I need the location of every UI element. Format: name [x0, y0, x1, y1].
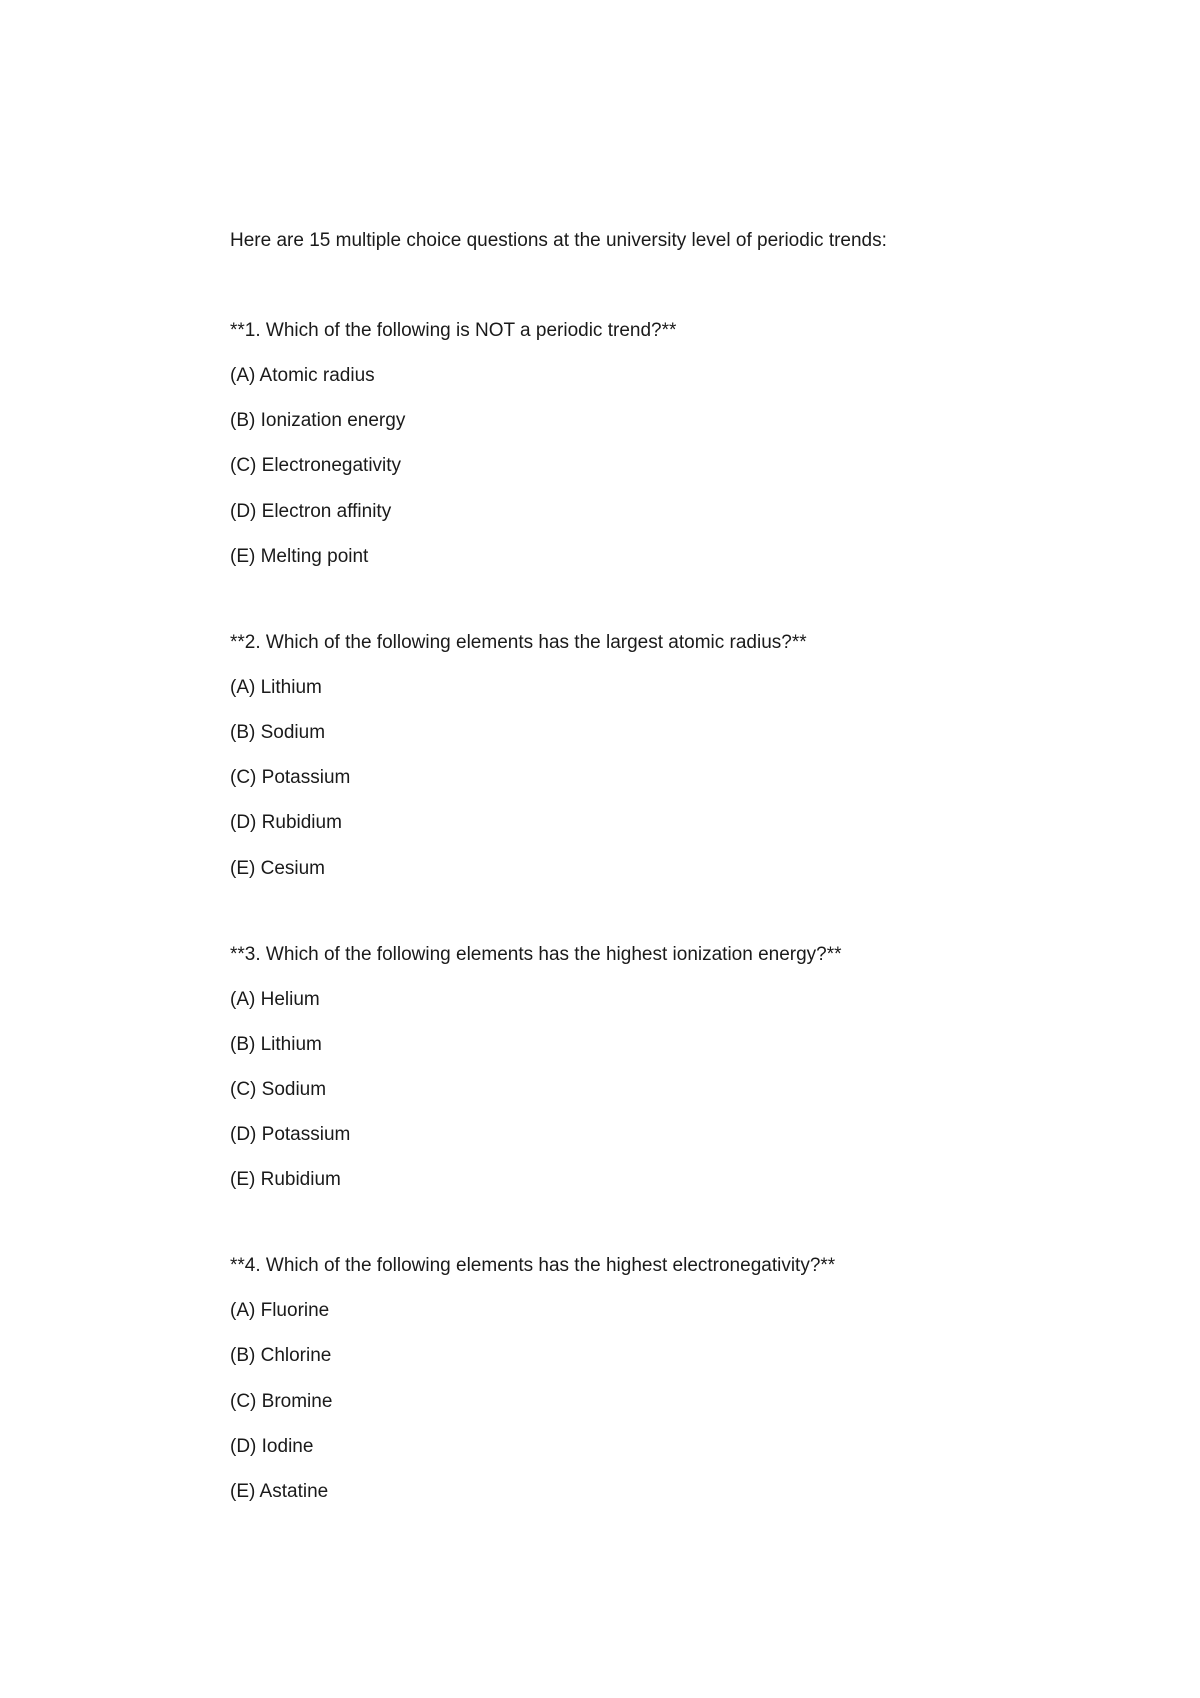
answer-option-b: (B) Chlorine — [230, 1345, 332, 1367]
question-block-4 — [230, 1253, 1090, 1505]
answer-option-c: (C) Sodium — [230, 1078, 327, 1100]
answer-option-e: (E) Melting point — [230, 545, 369, 567]
answer-option-b: (B) Lithium — [230, 1033, 322, 1055]
answer-option-c: (C) Bromine — [230, 1390, 333, 1412]
answer-option-b: (B) Ionization energy — [230, 410, 406, 432]
answer-option-d: (D) Electron affinity — [230, 500, 392, 522]
answer-option-b: (B) Sodium — [230, 721, 326, 743]
answer-option-c: (C) Electronegativity — [230, 455, 402, 477]
question-title: **3. Which of the following elements has the highest ionization energy?** — [230, 943, 842, 965]
question-title: **1. Which of the following is NOT a periodic trend?** — [230, 320, 677, 341]
document-content — [230, 228, 1090, 1565]
answer-option-a: (A) Atomic radius — [230, 365, 375, 386]
question-block-1 — [230, 318, 1090, 570]
answer-option-d: (D) Rubidium — [230, 812, 342, 834]
question-block-3 — [230, 942, 1090, 1194]
answer-option-e: (E) Rubidium — [230, 1169, 341, 1191]
question-title: **4. Which of the following elements has the highest electronegativity?** — [230, 1255, 836, 1277]
answer-option-d: (D) Iodine — [230, 1435, 314, 1457]
intro-text: Here are 15 multiple choice questions at the university level of periodic trends: — [230, 230, 887, 251]
answer-option-e: (E) Cesium — [230, 857, 326, 879]
answer-option-a: (A) Fluorine — [230, 1300, 330, 1322]
answer-option-c: (C) Potassium — [230, 767, 351, 789]
answer-option-a: (A) Helium — [230, 988, 320, 1010]
question-block-2 — [230, 630, 1090, 882]
answer-option-d: (D) Potassium — [230, 1124, 351, 1146]
question-title: **2. Which of the following elements has the largest atomic radius?** — [230, 631, 807, 653]
answer-option-e: (E) Astatine — [230, 1481, 329, 1502]
answer-option-a: (A) Lithium — [230, 676, 322, 698]
